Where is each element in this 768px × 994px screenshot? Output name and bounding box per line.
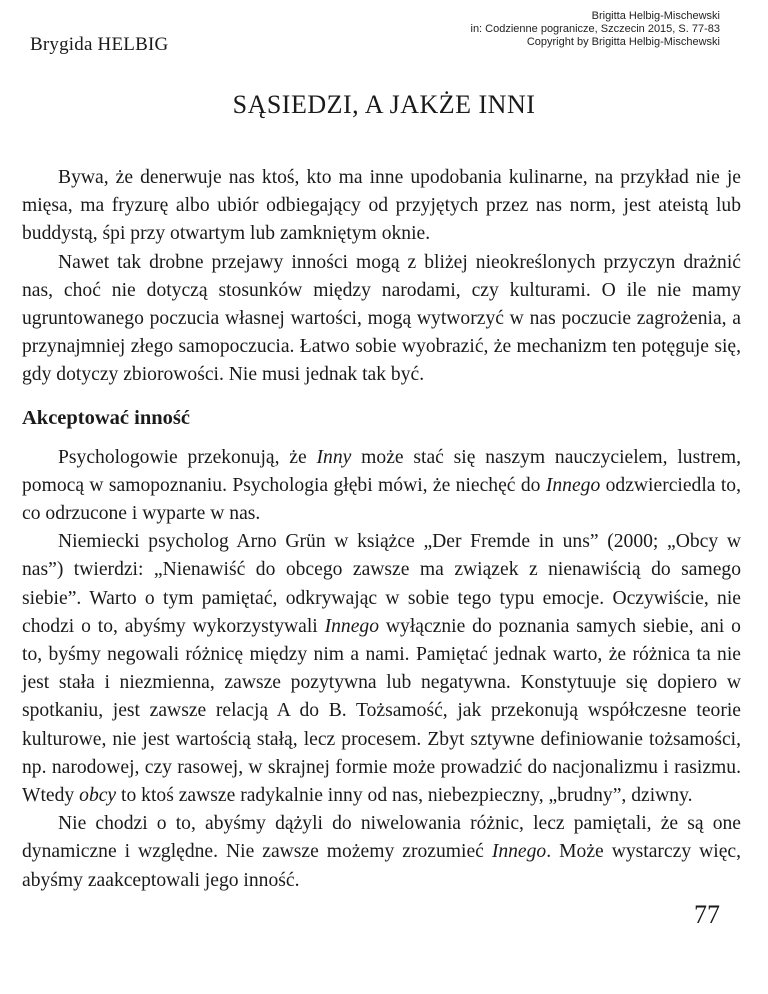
section-paragraph-2: Niemiecki psycholog Arno Grün w książce „Der Fremde in uns” (2000; „Obcy w nas”) twierdzi: „Nienawiść do obcego zawsze ma związek z nienawiścią do samego siebie”. Warto o tym pamiętać, odkrywając w sobie tego typu emocje. Oczywiście, nie chodzi o to, abyśmy wykorzystywali Innego wyłącznie do poznania samych siebie, ani o to, byśmy negowali różnicę między nim a nami. Pamiętać jednak warto, że różnica ta nie jest stała i niezmienna, zawsze pozytywna lub negatywna. Konstytuuje się dopiero w spotkaniu, jest zawsze relacją A do B. Tożsamość, jak przekonują współczesne teorie kulturowe, nie jest wartością stałą, lecz procesem. Zbyt sztywne definiowanie tożsamości, np. narodowej, czy rasowej, w skrajnej formie może prowadzić do nacjonalizmu i rasizmu. Wtedy obcy to ktoś zawsze radykalnie inny od nas, niebezpieczny, „brudny”, dziwny. bbox=[22, 531, 741, 807]
section-paragraph-1: Psychologowie przekonują, że Inny może stać się naszym nauczycielem, lustrem, pomocą w samopoznaniu. Psychologia głębi mówi, że niechęć do Innego odzwierciedla to, co odrzucone i wyparte w nas. bbox=[22, 446, 742, 525]
emphasis-obcy: obcy bbox=[79, 785, 117, 807]
article-body bbox=[22, 164, 741, 895]
article-title: SĄSIEDZI, A JAKŻE INNI bbox=[232, 90, 536, 119]
intro-paragraph-2: Nawet tak drobne przejawy inności mogą z bliżej nieokreślonych przyczyn drażnić nas, choć nie dotyczą stosunków między narodami, czy kulturami. O ile nie mamy ugruntowanego poczucia własnej wartości, mogą wytworzyć w nas poczucie zagrożenia, a przynajmniej złego samopoczucia. Łatwo sobie wyobrazić, że mechanizm ten potęguje się, gdy dotyczy zbiorowości. Nie musi jednak tak być. bbox=[22, 251, 741, 386]
section-paragraph-3: Nie chodzi o to, abyśmy dążyli do niwelowania różnic, lecz pamiętali, że są one dynamiczne i względne. Nie zawsze możemy zrozumieć Innego. Może wystarczy więc, abyśmy zaakceptowali jego inność. bbox=[22, 813, 741, 891]
section-heading: Akceptować inność bbox=[22, 406, 190, 429]
emphasis-inny: Inny bbox=[316, 446, 352, 468]
emphasis-innego: Innego bbox=[491, 841, 547, 863]
emphasis-innego: Innego bbox=[545, 474, 601, 496]
author-name: Brygida HELBIG bbox=[30, 34, 169, 55]
page-number: 77 bbox=[694, 900, 720, 929]
citation-author: Brigitta Helbig-Mischewski bbox=[591, 10, 720, 22]
emphasis-innego: Innego bbox=[324, 615, 380, 637]
citation-source: in: Codzienne pogranicze, Szczecin 2015, S. 77-83 bbox=[470, 23, 720, 35]
intro-paragraph-1: Bywa, że denerwuje nas ktoś, kto ma inne upodobania kulinarne, na przykład nie je mięsa, ma fryzurę albo ubiór odbiegający od przyjętych przez nas norm, jest ateistą lub buddystą, śpi przy otwartym lub zamkniętym oknie. bbox=[22, 167, 741, 245]
citation-note bbox=[390, 10, 720, 49]
citation-copyright: Copyright by Brigitta Helbig-Mischewski bbox=[526, 36, 720, 48]
